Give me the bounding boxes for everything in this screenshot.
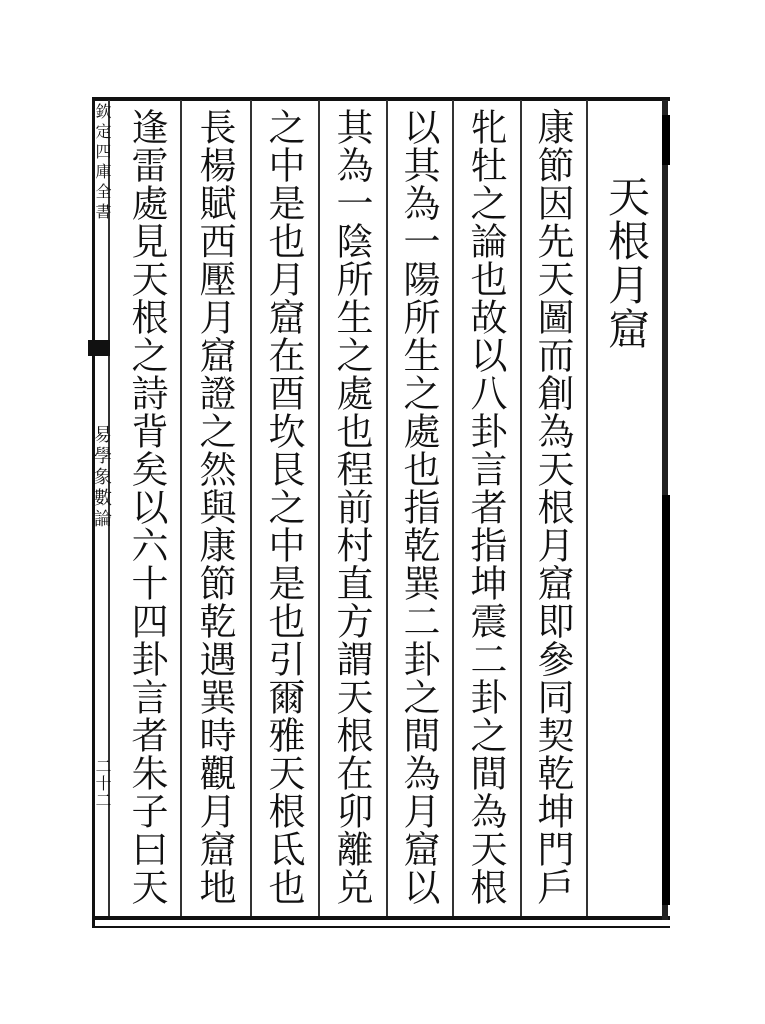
column-rule [386,100,388,916]
column-rule [586,100,588,916]
right-edge-shadow [662,495,670,905]
text-column-4: 其為一陰所生之處也程前村直方謂天根在卯離兑 [330,108,373,906]
text-column-3: 以其為一陽所生之處也指乾巽二卦之間為月窟以 [397,108,440,906]
text-column-5: 之中是也月窟在酉坎艮之中是也引爾雅天根氐也 [262,108,305,906]
bottom-border [92,916,670,920]
text-column-1: 康節因先天圖而創為天根月窟即參同契乾坤門戶 [531,108,574,906]
margin-book-title: 易學象數論 [91,425,112,530]
margin-page-number: 二十二 [93,758,112,809]
margin-header: 欽定四庫全書 [93,103,112,223]
column-rule [452,100,454,916]
column-rule [250,100,252,916]
fishtail-mark [88,340,110,356]
section-heading: 天根月窟 [602,175,651,351]
right-edge-mark [662,115,670,165]
column-rule [318,100,320,916]
top-border [92,97,670,101]
bottom-border-thin [92,926,670,928]
text-column-2: 牝牡之論也故以八卦言者指坤震二卦之間為天根 [464,108,507,906]
column-rule [180,100,182,916]
column-rule [520,100,522,916]
text-column-6: 長楊賦西壓月窟證之然與康節乾遇巽時觀月窟地 [193,108,236,906]
text-column-7: 逢雷處見天根之詩背矣以六十四卦言者朱子曰天 [125,108,168,906]
